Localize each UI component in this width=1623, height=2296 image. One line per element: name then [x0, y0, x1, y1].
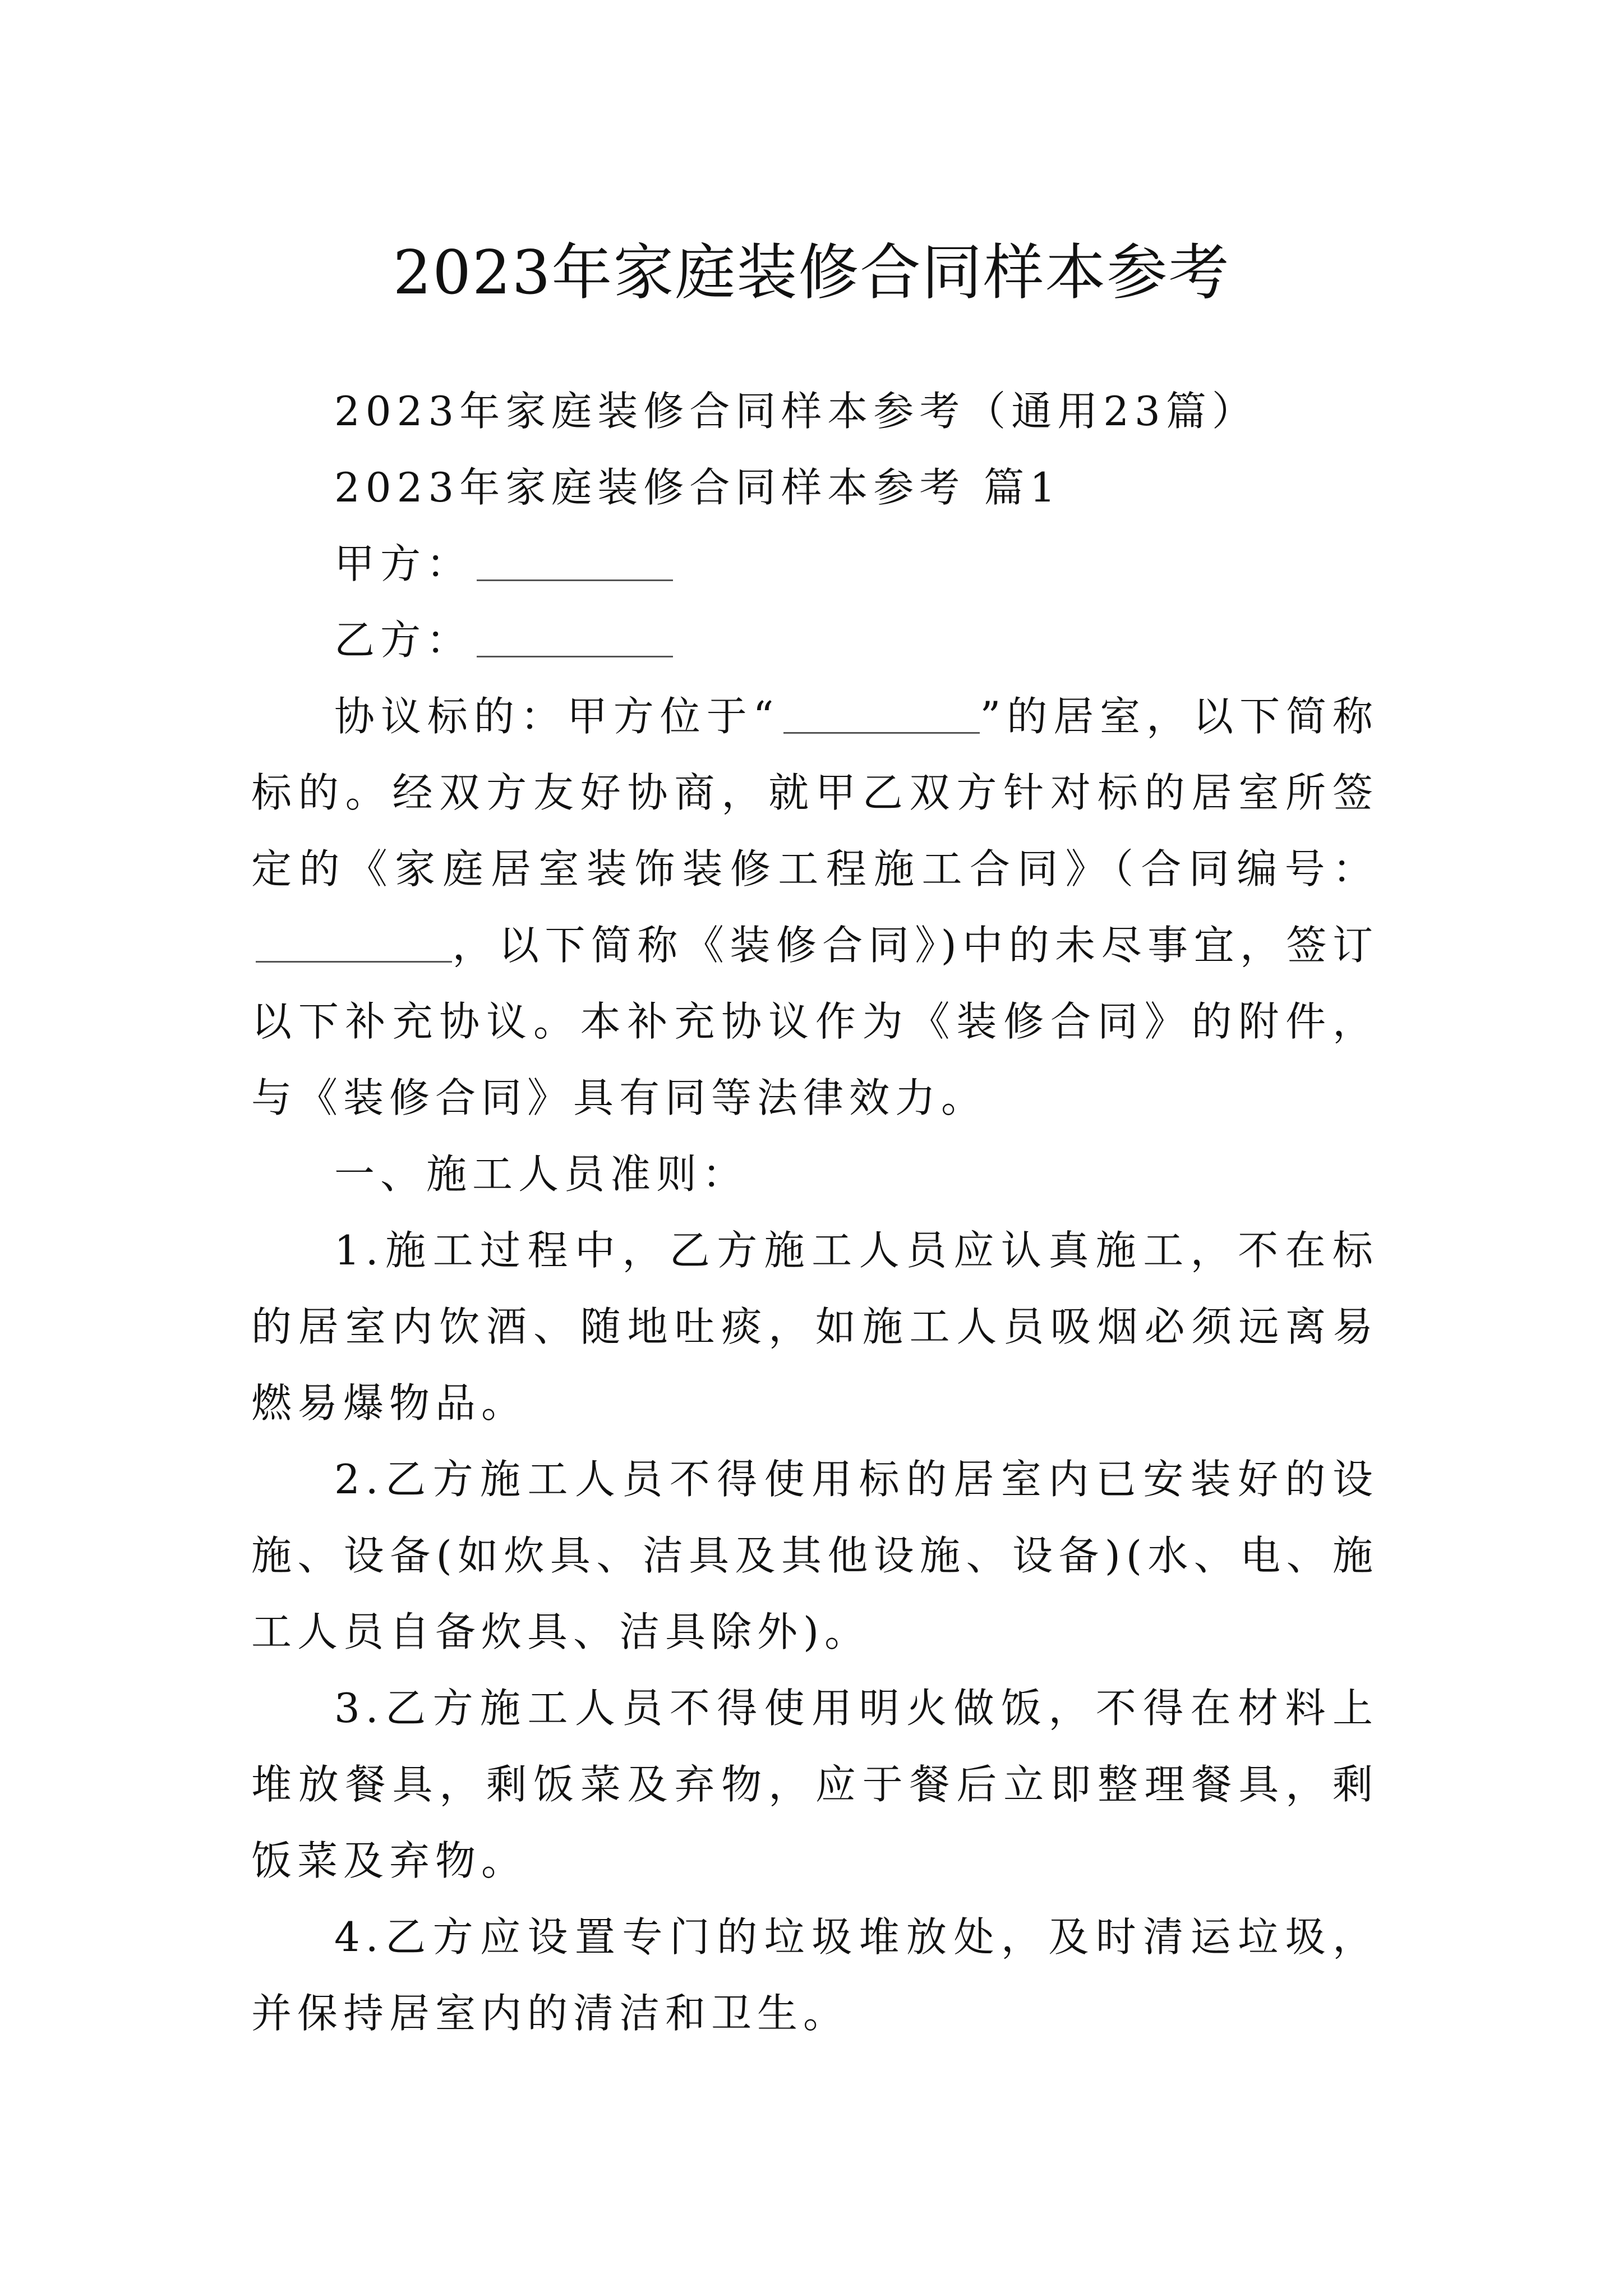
party-b-label: 乙方： [334, 616, 473, 664]
clause-4: 4.乙方应设置专门的垃圾堆放处，及时清运垃圾，并保持居室内的清洁和卫生。 [251, 1913, 1378, 2037]
intro-part2: ”的居室，以下简称标的。经双方友好协商，就甲乙双方针对标的居室所签定的《家庭居室装饰装修工程施工合同》（合同编号： [251, 693, 1378, 892]
clause-2: 2.乙方施工人员不得使用标的居室内已安装好的设施、设备(如炊具、洁具及其他设施、设备)(水、电、施工人员自备炊具、洁具除外)。 [251, 1456, 1378, 1655]
location-blank [783, 693, 980, 734]
section1-heading: 一、施工人员准则： [334, 1151, 749, 1198]
party-a-label: 甲方： [334, 540, 473, 587]
clause-1: 1.施工过程中，乙方施工人员应认真施工，不在标的居室内饮酒、随地吐痰，如施工人员吸烟必须远离易燃易爆物品。 [251, 1227, 1378, 1427]
intro-part1: 协议标的：甲方位于“ [334, 693, 780, 740]
clause-3: 3.乙方施工人员不得使用明火做饭，不得在材料上堆放餐具，剩饭菜及弃物，应于餐后立即整理餐具，剩饭菜及弃物。 [251, 1685, 1378, 1884]
party-b-line [251, 602, 1378, 678]
party-a-line [251, 526, 1378, 602]
subtitle: 2023年家庭装修合同样本参考（通用23篇） [334, 388, 1258, 435]
contract-number-blank [256, 922, 452, 963]
document-body [251, 373, 1378, 2051]
document-title: 2023年家庭装修合同样本参考 [393, 238, 1230, 309]
intro-paragraph [251, 678, 1378, 1136]
chapter-heading: 2023年家庭装修合同样本参考 篇1 [334, 464, 1061, 511]
party-a-blank [477, 540, 673, 581]
party-b-blank [477, 616, 673, 657]
intro-part3: ，以下简称《装修合同》)中的未尽事宜，签订以下补充协议。本补充协议作为《装修合同》的附件，与《装修合同》具有同等法律效力。 [251, 922, 1378, 1121]
